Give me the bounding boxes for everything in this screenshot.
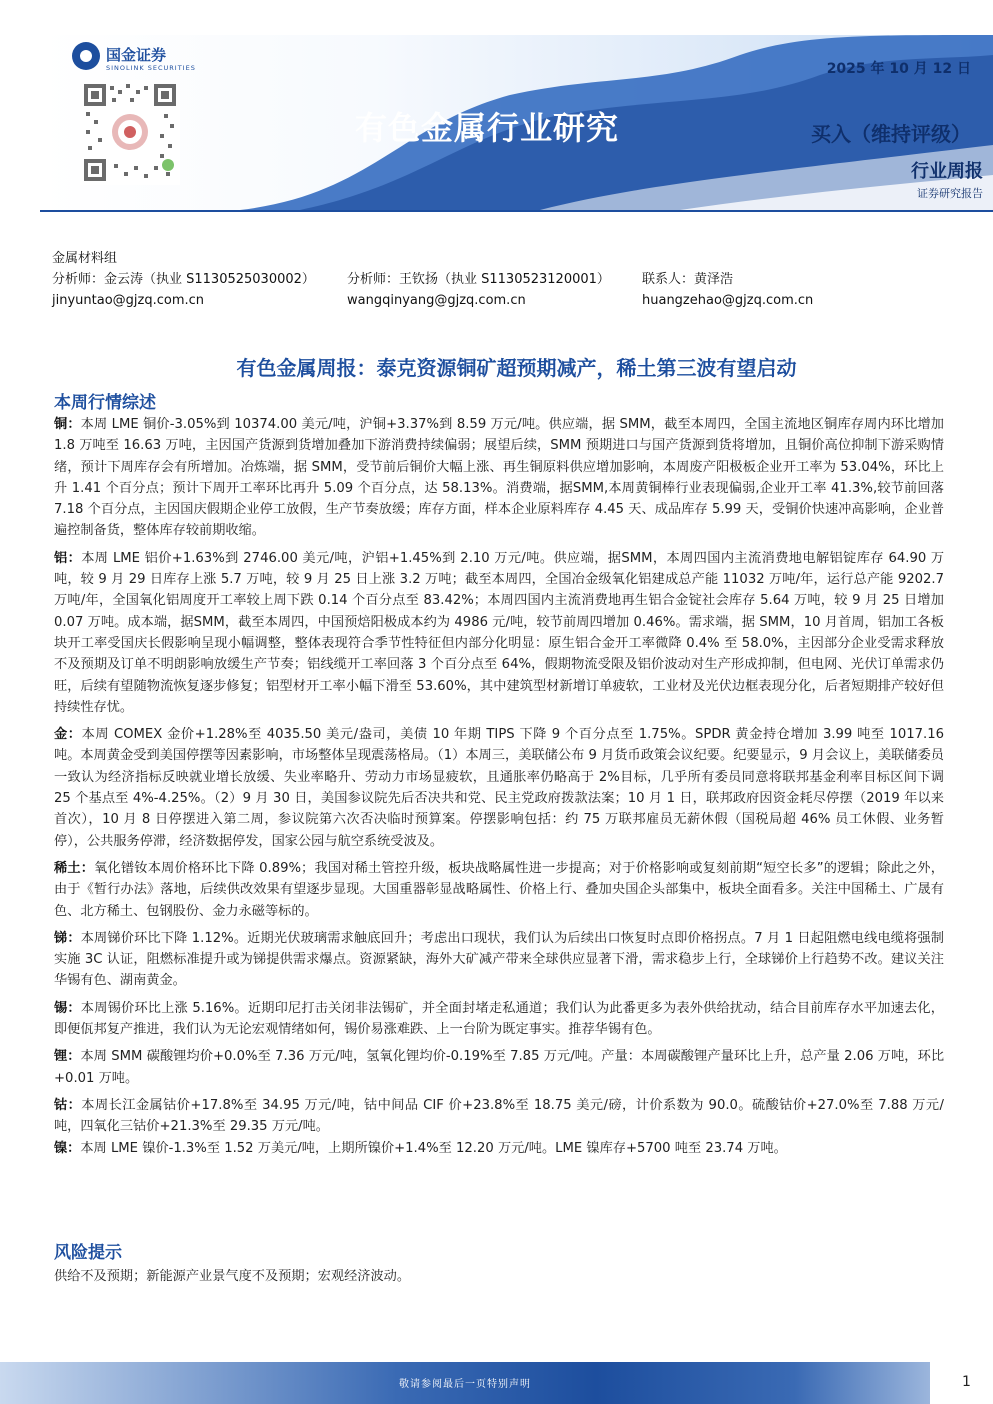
- weekly-review-body: [54, 414, 944, 1165]
- header-divider: [40, 210, 993, 212]
- paragraph-antimony: [54, 928, 944, 992]
- paragraph-tin: [54, 998, 944, 1041]
- nickel-label: 镍：: [54, 1140, 81, 1156]
- rare-earth-label: 稀土：: [54, 860, 95, 876]
- page-title: 有色金属行业研究: [355, 109, 620, 147]
- copper-label: 铜：: [54, 417, 81, 432]
- contact-email[interactable]: huangzehao@gjzq.com.cn: [642, 293, 814, 308]
- analyst-1-email[interactable]: jinyuntao@gjzq.com.cn: [52, 293, 205, 308]
- nickel-text: 本周 LME 镍价-1.3%至 1.52 万美元/吨，上期所镍价+1.4%至 12.20 万元/吨。LME 镍库存+5700 吨至 23.74 万吨。: [80, 1140, 787, 1156]
- lithium-label: 锂：: [54, 1049, 81, 1065]
- analyst-2-email[interactable]: wangqinyang@gjzq.com.cn: [347, 293, 526, 308]
- risk-text: 供给不及预期；新能源产业景气度不及预期；宏观经济波动。: [54, 1269, 411, 1284]
- tin-text: 本周锡价环比上涨 5.16%。近期印尼打击关闭非法锡矿，并全面封堵走私通道；我们认为此番更多为表外供给扰动，结合目前库存水平加速去化，即便佤邦复产推进，我们认为无论宏观情绪如何，锡价易涨难跌、上一台阶为既定事实。推荐华锡有色。: [54, 1000, 944, 1038]
- qr-code-icon: [80, 80, 180, 185]
- cobalt-text: 本周长江金属钴价+17.8%至 34.95 万元/吨，钴中间品 CIF 价+23.8%至 18.75 美元/磅，计价系数为 90.0。硫酸钴价+27.0%至 7.88 万元/吨，四氧化三钴价+21.3%至 29.35 万元/吨。: [54, 1097, 944, 1135]
- antimony-text: 本周锑价环比下降 1.12%。近期光伏玻璃需求触底回升；考虑出口现状，我们认为后续出口恢复时点即价格拐点。7 月 1 日起阻燃电线电缆将强制实施 3C 认证，阻燃标准提升或为锑提供需求爆点。资源紧缺，海外大矿减产带来全球供应显著下滑，需求稳步上行，全球锑价上行趋势不改。建议关注华锡有色、湖南黄金。: [54, 930, 944, 989]
- analyst-2: 分析师：王钦扬（执业 S1130523120001）: [347, 272, 610, 287]
- report-date: 2025 年 10 月 12 日: [826, 61, 971, 77]
- paragraph-gold: [54, 724, 944, 852]
- cobalt-label: 钴：: [54, 1097, 82, 1113]
- logo-english-name: SINOLINK SECURITIES: [106, 64, 196, 72]
- paragraph-rare-earth: [54, 858, 944, 922]
- analyst-group: 金属材料组: [52, 251, 118, 266]
- tin-label: 锡：: [54, 1000, 81, 1016]
- paragraph-lithium: [54, 1046, 944, 1089]
- logo-mark-icon: [72, 42, 100, 70]
- aluminum-label: 铝：: [54, 550, 82, 566]
- contact-person: 联系人：黄泽浩: [642, 272, 734, 287]
- logo-chinese-name: 国金证券: [106, 46, 167, 64]
- paragraph-nickel: [54, 1138, 944, 1159]
- analyst-block: [52, 248, 952, 311]
- section-heading-weekly-review: 本周行情综述: [54, 393, 156, 413]
- report-title: 有色金属周报：泰克资源铜矿超预期减产，稀土第三波有望启动: [236, 356, 797, 380]
- report-subtitle: 证券研究报告: [917, 187, 983, 200]
- analyst-1: 分析师：金云涛（执业 S1130525030002）: [52, 272, 315, 287]
- antimony-label: 锑：: [54, 930, 81, 946]
- paragraph-cobalt: [54, 1095, 944, 1138]
- gold-text: 本周 COMEX 金价+1.28%至 4035.50 美元/盎司，美债 10 年期 TIPS 下降 9 个百分点至 1.75%。SPDR 黄金持仓增加 3.99 吨至 1017.16 吨。本周黄金受到美国停摆等因素影响，市场整体呈现震荡格局。（1）本周三，美联储公布 9 月货币政策会议纪要。纪要显示，9 月会议上，美联储委员一致认为经济指标反映就业增长放缓、失业率略升、劳动力市场显疲软，且通胀率仍略高于 2%目标，几乎所有委员同意将联邦基金利率目标区间下调 25 个基点至 4%-4.25%。（2）9 月 30 日，美国参议院先后否决共和党、民主党政府拨款法案；10 月 1 日，联邦政府因资金耗尽停摆（2019 年以来首次），10 月 8 日停摆进入第二周，参议院第六次否决临时预算案。停摆影响包括：约 75 万联邦雇员无薪休假（国税局超 46% 员工休假、业务暂停），公共服务停滞，经济数据停发，国家公园与航空系统受波及。: [54, 727, 945, 849]
- aluminum-text: 本周 LME 铝价+1.63%到 2746.00 美元/吨，沪铝+1.45%到 2.10 万元/吨。供应端，据SMM，本周四国内主流消费地电解铝锭库存 64.90 万吨，较 9 月 29 日库存上涨 5.7 万吨，较 9 月 25 日上涨 3.2 万吨；截至本周四，全国冶金级氧化铝建成总产能 11032 万吨/年，运行总产能 9202.7 万吨/年，全国氧化铝周度开工率较上周下跌 0.14 个百分点至 83.42%；本周四国内主流消费地再生铝合金锭社会库存 5.64 万吨，较 9 月 25 日增加 0.07 万吨。成本端，据SMM，截至本周四，中国预焙阳极成本约为 4986 元/吨，较节前周四增加 0.46%。需求端，据 SMM，10 月首周，铝加工各板块开工率受国庆长假影响呈现小幅调整，整体表现符合季节性特征但内部分化明显：原生铝合金开工率微降 0.4% 至 58.0%，主因部分企业受需求释放不及预期及订单不明朗影响放缓生产节奏；铝线缆开工率回落 3 个百分点至 64%，假期物流受限及铝价波动对生产形成抑制，但电网、光伏订单需求仍旺，后续有望随物流恢复逐步修复；铝型材开工率小幅下滑至 53.60%，其中建筑型材新增订单疲软，工业材及光伏边框表现分化，后者短期排产较好但持续性存忧。: [54, 550, 945, 715]
- footer-disclaimer: 敬请参阅最后一页特别声明: [399, 1379, 531, 1390]
- section-heading-risk: 风险提示: [54, 1243, 122, 1263]
- page-number: 1: [962, 1374, 971, 1390]
- gold-label: 金：: [54, 727, 82, 743]
- paragraph-copper: [54, 414, 944, 542]
- investment-rating: 买入（维持评级）: [811, 122, 971, 146]
- report-type: 行业周报: [911, 161, 983, 182]
- lithium-text: 本周 SMM 碳酸锂均价+0.0%至 7.36 万元/吨，氢氧化锂均价-0.19%至 7.85 万元/吨。产量：本周碳酸锂产量环比上升，总产量 2.06 万吨，环比+0.01 万吨。: [54, 1049, 945, 1086]
- paragraph-aluminum: [54, 548, 944, 718]
- copper-text: 本周 LME 铜价-3.05%到 10374.00 美元/吨，沪铜+3.37%到 8.59 万元/吨。供应端，据 SMM，截至本周四，全国主流地区铜库存周内环比增加 1.8 万吨至 16.63 万吨，主因国产货源到货增加叠加下游消费持续偏弱；展望后续，SMM 预期进口与国产货源到货将增加，且铜价高位抑制下游采购情绪，预计下周库存会有所增加。冶炼端，据 SMM，受节前后铜价大幅上涨、再生铜原料供应增加影响，本周废产阳极板企业开工率为 53.04%，环比上升 1.41 个百分点；预计下周开工率环比再升 5.09 个百分点，达 58.13%。消费端，据SMM,本周黄铜棒行业表现偏弱,企业开工率 41.3%,较节前回落 7.18 个百分点，主因国庆假期企业停工放假，生产节奏放缓；库存方面，样本企业原料库存 4.45 天、成品库存 5.99 天，受铜价快速冲高影响，企业普遍控制备货，整体库存较前期收缩。: [54, 417, 944, 539]
- company-logo: [72, 42, 217, 82]
- rare-earth-text: 氧化镨钕本周价格环比下降 0.89%；我国对稀土管控升级，板块战略属性进一步提高；对于价格影响或复刻前期“短空长多”的逻辑；除此之外，由于《暂行办法》落地，后续供改效果有望逐步显现。大国重器彰显战略属性、价格上行、叠加央国企头部集中，板块全面看多。关注中国稀土、广晟有色、北方稀土、包钢股份、金力永磁等标的。: [54, 860, 944, 919]
